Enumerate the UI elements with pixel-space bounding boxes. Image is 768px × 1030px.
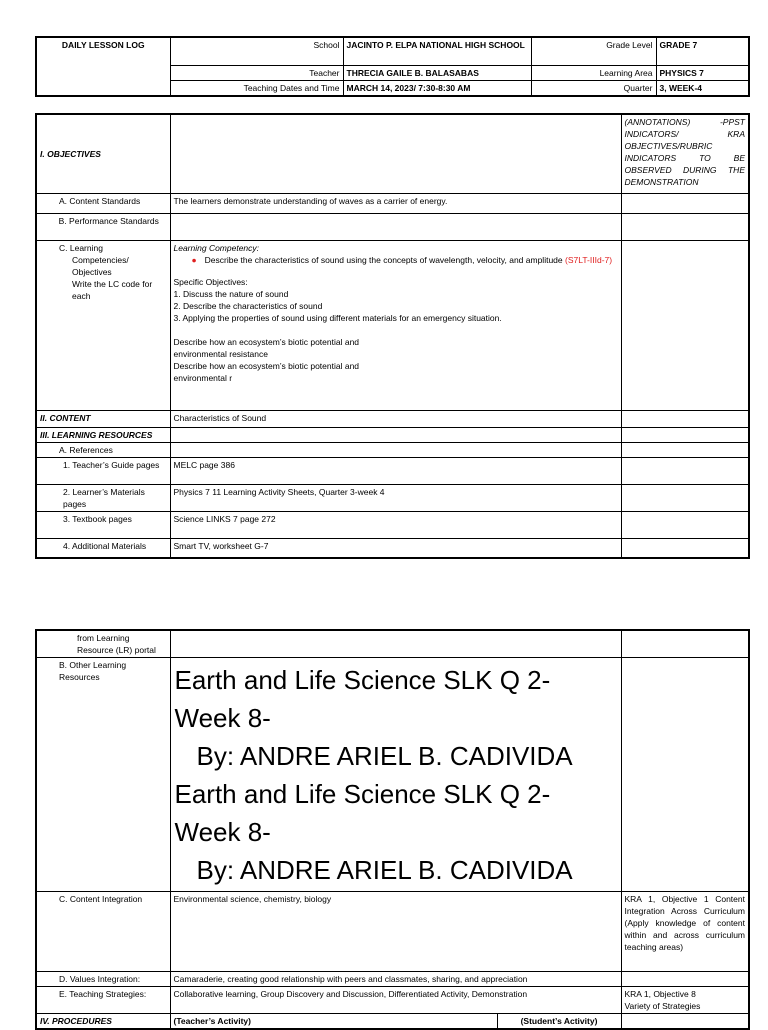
tg-label: 1. Teacher’s Guide pages bbox=[36, 457, 170, 484]
procedures-heading: IV. PROCEDURES bbox=[36, 1014, 170, 1030]
values-integration-label: D. Values Integration: bbox=[36, 972, 170, 987]
content-standards-value: The learners demonstrate understanding of waves as a carrier of energy. bbox=[170, 193, 621, 213]
other-line: Week 8- bbox=[174, 817, 271, 847]
resources-annotation bbox=[621, 427, 749, 442]
lc-bullet bbox=[174, 254, 618, 266]
specific-item: 2. Describe the characteristics of sound bbox=[173, 300, 323, 311]
teaching-strategies-annotation bbox=[621, 987, 749, 1014]
content-standards-label: A. Content Standards bbox=[36, 193, 170, 213]
objectives-blank bbox=[170, 114, 621, 193]
objectives-heading: I. OBJECTIVES bbox=[36, 114, 170, 193]
lm-annotation bbox=[621, 484, 749, 511]
grade-label: Grade Level bbox=[531, 37, 656, 65]
specific-item: 1. Discuss the nature of sound bbox=[173, 288, 289, 299]
other-line: By: ANDRE ARIEL B. CADIVIDA bbox=[196, 741, 573, 771]
lr-portal-value bbox=[170, 630, 621, 658]
specific-heading: Specific Objectives: bbox=[173, 276, 248, 287]
continuation-table bbox=[35, 629, 750, 1030]
lc-annotation bbox=[621, 240, 749, 410]
student-activity-header: (Student’s Activity) bbox=[497, 1014, 621, 1030]
content-integration-annotation: KRA 1, Objective 1 Content Integration Across Curriculum (Apply knowledge of content within and across curriculum teaching areas) bbox=[621, 892, 749, 972]
am-annotation bbox=[621, 538, 749, 558]
other-line: Earth and Life Science SLK Q 2- bbox=[174, 665, 551, 695]
lm-label: 2. Learner’s Materials pages bbox=[36, 484, 170, 511]
performance-standards-annotation bbox=[621, 213, 749, 240]
grade-value: GRADE 7 bbox=[656, 37, 749, 65]
school-value: JACINTO P. ELPA NATIONAL HIGH SCHOOL bbox=[343, 37, 531, 65]
school-label: School bbox=[170, 37, 343, 65]
other-line: Week 8- bbox=[174, 703, 271, 733]
lc-bullet-text: Describe the characteristics of sound using the concepts of wavelength, velocity, and amplitude bbox=[204, 254, 563, 265]
performance-standards-label: B. Performance Standards bbox=[36, 213, 170, 240]
area-label: Learning Area bbox=[531, 65, 656, 80]
teacher-activity-header: (Teacher’s Activity) bbox=[170, 1014, 497, 1030]
am-value: Smart TV, worksheet G-7 bbox=[170, 538, 621, 558]
lc-label-cell bbox=[36, 240, 170, 410]
lc-heading: Learning Competency: bbox=[173, 242, 260, 253]
tb-label: 3. Textbook pages bbox=[36, 511, 170, 538]
references-label: A. References bbox=[36, 442, 170, 457]
references-annotation bbox=[621, 442, 749, 457]
quarter-label: Quarter bbox=[531, 80, 656, 96]
tg-value: MELC page 386 bbox=[170, 457, 621, 484]
dates-value: MARCH 14, 2023/ 7:30-8:30 AM bbox=[343, 80, 531, 96]
content-value: Characteristics of Sound bbox=[170, 410, 621, 427]
lc-label-line: C. Learning bbox=[59, 242, 103, 253]
tg-annotation bbox=[621, 457, 749, 484]
values-integration-value: Camaraderie, creating good relationship with peers and classmates, sharing, and appreciation bbox=[170, 972, 621, 987]
extra-line: Describe how an ecosystem’s biotic potential and bbox=[173, 336, 360, 347]
resources-heading: III. LEARNING RESOURCES bbox=[36, 427, 170, 442]
values-integration-annotation bbox=[621, 972, 749, 987]
annotations-cell: (ANNOTATIONS) -PPST INDICATORS/ KRA OBJECTIVES/RUBRIC INDICATORS TO BE OBSERVED DURING THE DEMONSTRATION bbox=[621, 114, 749, 193]
header-table bbox=[35, 36, 750, 97]
content-standards-annotation bbox=[621, 193, 749, 213]
specific-item: 3. Applying the properties of sound using different materials for an emergency situation. bbox=[173, 312, 502, 323]
lc-code: (S7LT-IIId-7) bbox=[565, 254, 613, 265]
quarter-value: 3, WEEK-4 bbox=[656, 80, 749, 96]
extra-line: environmental r bbox=[173, 372, 233, 383]
references-value bbox=[170, 442, 621, 457]
other-resources-label: B. Other Learning Resources bbox=[36, 658, 170, 892]
performance-standards-value bbox=[170, 213, 621, 240]
am-label: 4. Additional Materials bbox=[36, 538, 170, 558]
area-value: PHYSICS 7 bbox=[656, 65, 749, 80]
lm-value: Physics 7 11 Learning Activity Sheets, Quarter 3-week 4 bbox=[170, 484, 621, 511]
resources-blank bbox=[170, 427, 621, 442]
lc-label-line: Competencies/ bbox=[72, 254, 129, 265]
content-integration-value: Environmental science, chemistry, biology bbox=[170, 892, 621, 972]
other-line: Earth and Life Science SLK Q 2- bbox=[174, 779, 551, 809]
lc-content-cell bbox=[170, 240, 621, 410]
other-line: By: ANDRE ARIEL B. CADIVIDA bbox=[196, 855, 573, 885]
content-annotation bbox=[621, 410, 749, 427]
teaching-strategies-value: Collaborative learning, Group Discovery and Discussion, Differentiated Activity, Demonstration bbox=[170, 987, 621, 1014]
extra-line: Describe how an ecosystem’s biotic potential and bbox=[173, 360, 360, 371]
lr-portal-label: from Learning Resource (LR) portal bbox=[36, 630, 170, 658]
content-integration-label: C. Content Integration bbox=[36, 892, 170, 972]
teacher-label: Teacher bbox=[170, 65, 343, 80]
dates-label: Teaching Dates and Time bbox=[170, 80, 343, 96]
tb-annotation bbox=[621, 511, 749, 538]
procedures-annotation bbox=[621, 1014, 749, 1030]
strategies-annotation-line: Variety of Strategies bbox=[624, 1001, 701, 1011]
bullet-icon: ● bbox=[191, 254, 197, 265]
log-title: DAILY LESSON LOG bbox=[36, 37, 170, 96]
other-resources-annotation bbox=[621, 658, 749, 892]
extra-line: environmental resistance bbox=[173, 348, 268, 359]
other-resources-value bbox=[170, 658, 621, 892]
tb-value: Science LINKS 7 page 272 bbox=[170, 511, 621, 538]
lc-label-line: Objectives bbox=[72, 266, 112, 277]
objectives-table bbox=[35, 113, 750, 559]
strategies-annotation-line: KRA 1, Objective 8 bbox=[624, 989, 696, 999]
lc-label-line: Write the LC code for each bbox=[72, 278, 153, 301]
content-heading: II. CONTENT bbox=[36, 410, 170, 427]
lr-portal-annotation bbox=[621, 630, 749, 658]
teacher-value: THRECIA GAILE B. BALASABAS bbox=[343, 65, 531, 80]
teaching-strategies-label: E. Teaching Strategies: bbox=[36, 987, 170, 1014]
